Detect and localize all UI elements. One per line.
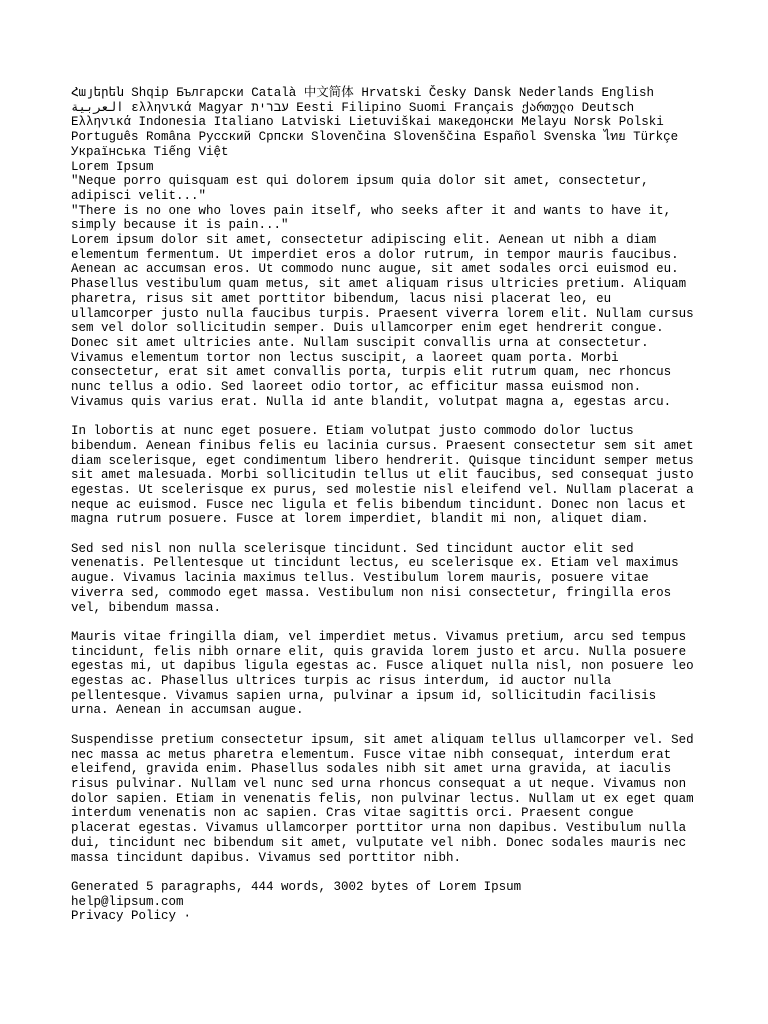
language-link-german[interactable]: Deutsch [581, 100, 635, 115]
language-link-arabic[interactable]: العربية [71, 100, 124, 115]
language-link-spanish[interactable]: Español [483, 130, 537, 145]
quote-latin: "Neque porro quisquam est qui dolorem ipsum quia dolor sit amet, consectetur, adipisci velit..." [71, 174, 649, 203]
language-link-hebrew[interactable]: עברית [251, 100, 289, 115]
language-link-english[interactable]: English [601, 86, 654, 100]
language-link-albanian[interactable]: Shqip [131, 86, 169, 100]
page-title: Lorem Ipsum [71, 159, 154, 174]
language-link-finnish[interactable]: Suomi [408, 100, 447, 115]
language-link-chinese[interactable]: 中文简体 [303, 86, 354, 100]
language-link-polish[interactable]: Polski [618, 115, 664, 130]
language-link-slovenian[interactable]: Slovenščina [393, 130, 477, 145]
language-bar [71, 86, 701, 160]
language-link-ukrainian[interactable]: Українська [71, 144, 147, 159]
language-link-turkish[interactable]: Türkçe [633, 130, 679, 145]
language-link-catalan[interactable]: Català [251, 86, 297, 100]
lorem-paragraph: Sed sed nisl non nulla scelerisque tincidunt. Sed tincidunt auctor elit sed venenatis. Pellentesque ut tincidunt lectus, eu scelerisque ex. Etiam vel maximus augue. Vivamus lacinia maximus tellus. Vestibulum lorem mauris, posuere vitae viverra sed, commodo eget massa. Vestibulum non nisi consectetur, fringilla eros vel, bibendum massa. [71, 541, 679, 615]
language-link-dutch[interactable]: Nederlands [518, 86, 594, 100]
lorem-paragraph: In lobortis at nunc eget posuere. Etiam volutpat justo commodo dolor luctus bibendum. Aenean finibus felis eu lacinia cursus. Praesent consectetur sem sit amet diam scelerisque, eget condimentum libero hendrerit. Quisque tincidunt semper metus sit amet malesuada. Morbi sollicitudin tellus ut elit faucibus, sed consequat justo egestas. Ut scelerisque ex purus, sed molestie nisl eleifend vel. Nullam placerat a neque ac euismod. Fusce nec ligula et felis bibendum tincidunt. Donec non lacus et magna rutrum posuere. Fusce at lorem imperdiet, blandit mi non, aliquet diam. [71, 424, 694, 527]
language-link-swedish[interactable]: Svenska [543, 130, 597, 145]
language-link-french[interactable]: Français [453, 100, 514, 115]
quote-english: "There is no one who loves pain itself, who seeks after it and wants to have it, simply because it is pain..." [71, 203, 672, 233]
language-link-hungarian[interactable]: Magyar [198, 100, 244, 115]
language-link-russian[interactable]: Pyccкий [198, 130, 252, 145]
lorem-paragraph: Mauris vitae fringilla diam, vel imperdiet metus. Vivamus pretium, arcu sed tempus tincidunt, felis nibh ornare elit, quis gravida lorem justo et arcu. Nulla posuere egestas mi, ut dapibus ligula egestas ac. Fusce aliquet nulla nisl, non posuere leo egestas ac. Phasellus ultrices turpis ac risus interdum, id auctor nulla pellentesque. Vivamus sapien urna, pulvinar a ipsum id, sollicitudin facilisis urna. Aenean in accumsan augue. [71, 629, 694, 718]
page-content [71, 86, 701, 924]
language-link-lithuanian[interactable]: Lietuviškai [348, 115, 432, 130]
language-link-croatian[interactable]: Hrvatski [361, 86, 422, 100]
language-link-indonesian[interactable]: Indonesia [138, 115, 207, 130]
language-link-thai[interactable]: ไทย [603, 130, 626, 145]
language-link-czech[interactable]: Česky [428, 86, 467, 100]
language-link-norwegian[interactable]: Norsk [573, 115, 612, 130]
language-link-latvian[interactable]: Latviski [281, 115, 342, 130]
language-link-bulgarian[interactable]: Български [176, 86, 244, 100]
language-link-romanian[interactable]: Româna [146, 130, 192, 145]
language-link-italian[interactable]: Italiano [213, 115, 274, 130]
generated-summary: Generated 5 paragraphs, 444 words, 3002 bytes of Lorem Ipsum [71, 879, 522, 894]
language-link-danish[interactable]: Dansk [473, 86, 512, 100]
language-link-filipino[interactable]: Filipino [341, 100, 402, 115]
privacy-policy-link[interactable]: Privacy Policy · [71, 909, 192, 924]
language-link-georgian[interactable]: ქართული [521, 100, 575, 115]
language-link-estonian[interactable]: Eesti [296, 100, 334, 115]
email-link[interactable]: help@lipsum.com [71, 894, 184, 909]
language-link-armenian[interactable]: Հայերեն [71, 86, 124, 100]
language-link-greek[interactable]: Ελληνικά [71, 115, 132, 130]
lorem-paragraph: Suspendisse pretium consectetur ipsum, sit amet aliquam tellus ullamcorper vel. Sed nec massa ac metus pharetra elementum. Fusce vitae nibh consequat, interdum erat eleifend, gravida enim. Phasellus sodales nibh sit amet urna gravida, at iaculis risus pulvinar. Nullam vel nunc sed urna rhoncus consequat a ut neque. Vivamus non dolor sapien. Etiam in venenatis felis, non pulvinar lectus. Nullam ut ex eget quam interdum venenatis non ac sapien. Cras vitae sagittis orci. Praesent congue placerat egestas. Vivamus ullamcorper porttitor urna non dapibus. Vestibulum nulla dui, tincidunt nec bibendum sit amet, vulputate vel nibh. Donec sodales mauris nec massa tincidunt dapibus. Vivamus sed porttitor nibh. [71, 732, 694, 865]
language-link-vietnamese[interactable]: Tiếng Việt [153, 144, 229, 159]
language-link-macedonian[interactable]: македонски [438, 115, 514, 130]
language-link-portuguese[interactable]: Português [71, 130, 139, 145]
language-link-greek-lower[interactable]: ελληνικά [131, 100, 192, 115]
language-link-serbian[interactable]: Српски [258, 130, 304, 145]
language-link-malay[interactable]: Melayu [521, 115, 567, 130]
lorem-paragraph: Lorem ipsum dolor sit amet, consectetur adipiscing elit. Aenean ut nibh a diam elementum fermentum. Ut imperdiet eros a dolor rutrum, in tempor mauris faucibus. Aenean ac accumsan eros. Ut commodo nunc augue, sit amet sodales orci euismod eu. Phasellus vestibulum quam metus, sit amet aliquam risus ultricies pretium. Aliquam pharetra, risus sit amet porttitor bibendum, lacus nisi placerat leo, eu ullamcorper justo nulla faucibus turpis. Praesent viverra lorem elit. Nullam cursus sem vel dolor sollicitudin semper. Duis ullamcorper enim eget hendrerit congue. Donec sit amet ultricies ante. Nullam suscipit convallis urna at consectetur. Vivamus elementum tortor non lectus suscipit, a laoreet quam porta. Morbi consectetur, erat sit amet convallis porta, turpis elit rutrum quam, nec rhoncus nunc tellus a odio. Sed laoreet odio tortor, ac efficitur massa euismod non. Vivamus quis varius erat. Nulla id ante blandit, volutpat magna a, egestas arcu. [71, 233, 694, 409]
language-link-slovak[interactable]: Slovenčina [311, 130, 387, 145]
